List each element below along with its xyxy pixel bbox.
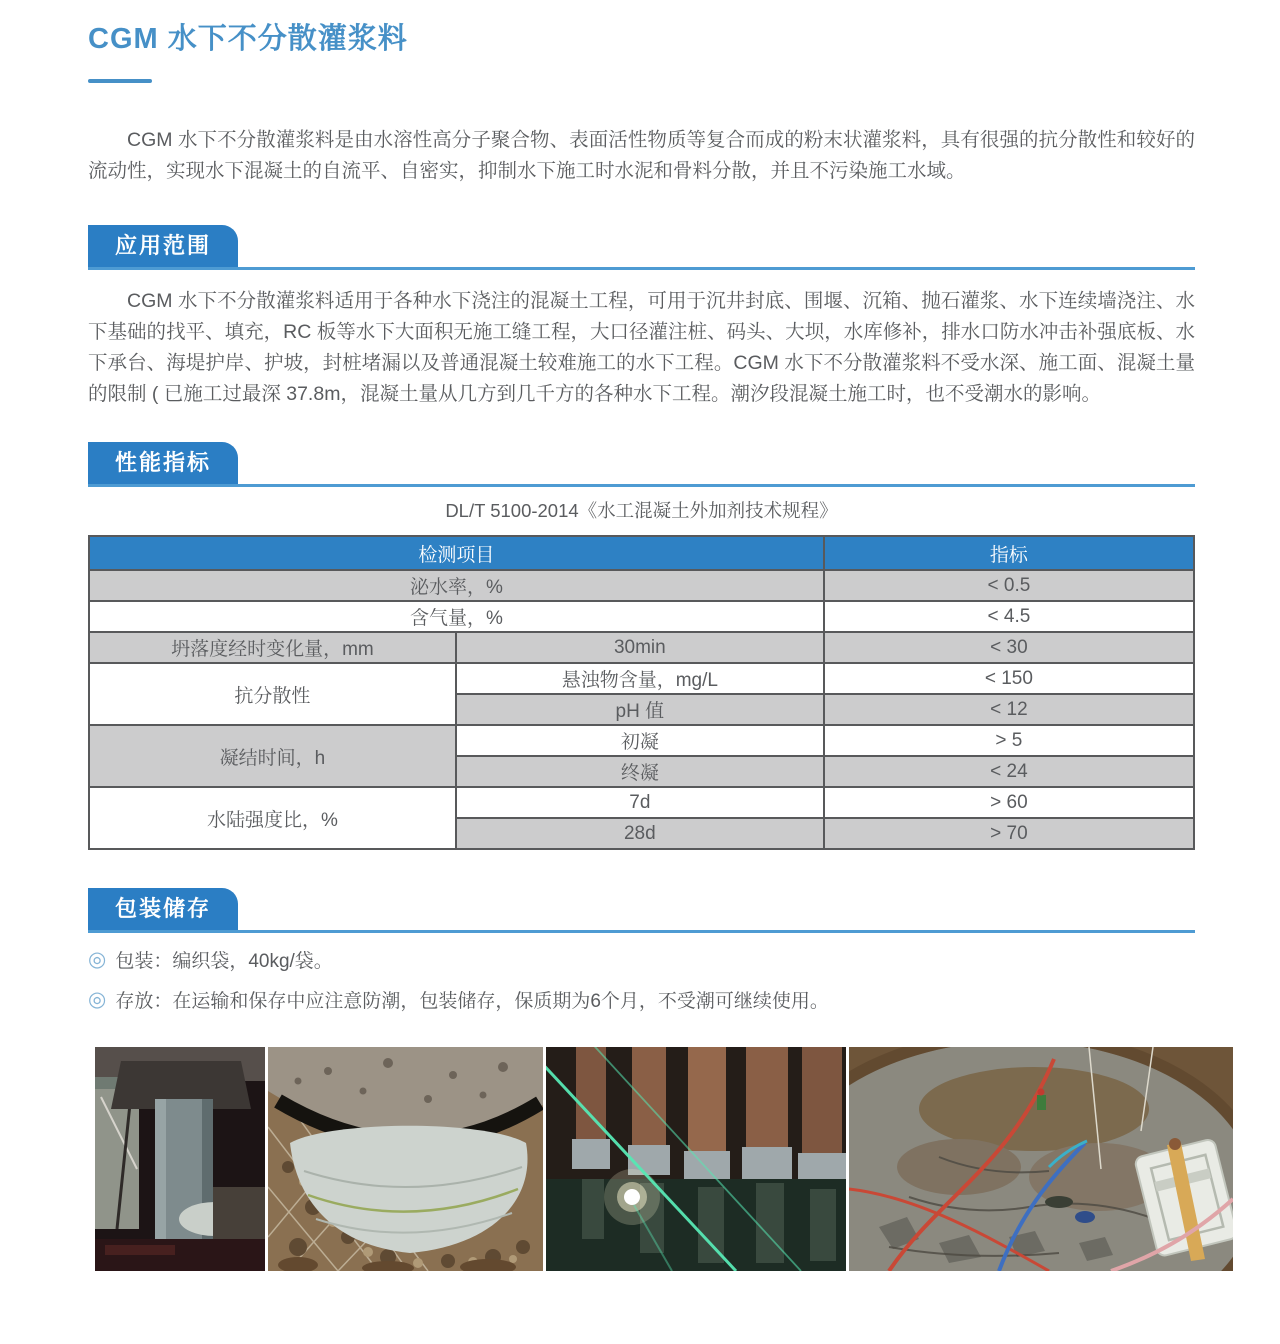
row-value-cell: < 150	[824, 663, 1194, 694]
section-badge-performance: 性能指标	[88, 442, 238, 484]
row-sub-cell: 初凝	[456, 725, 824, 756]
packaging-bullet	[88, 946, 1195, 973]
row-sub-cell: 30min	[456, 632, 824, 663]
double-circle-bullet-icon: ◎	[88, 948, 107, 971]
row-sub-cell: 7d	[456, 787, 824, 818]
row-sub-cell: 悬浊物含量，mg/L	[456, 663, 824, 694]
project-photos-strip	[95, 1047, 1195, 1271]
intro-paragraph: CGM 水下不分散灌浆料是由水溶性高分子聚合物、表面活性物质等复合而成的粉末状灌浆料，具有很强的抗分散性和较好的流动性，实现水下混凝土的自流平、自密实，抑制水下施工时水泥和骨料分散，并且不污染施工水域。	[88, 129, 1195, 182]
double-circle-bullet-icon: ◎	[88, 988, 107, 1011]
row-item-cell: 含气量，%	[89, 601, 824, 632]
row-value-cell: > 70	[824, 818, 1194, 849]
table-row	[89, 725, 1194, 756]
photo-bridge-piers-night-laser	[546, 1047, 846, 1271]
section-badge-application: 应用范围	[88, 225, 238, 267]
header-cell-value: 指标	[824, 536, 1194, 570]
table-row	[89, 787, 1194, 818]
section-header-performance	[88, 442, 1195, 487]
row-item-cell: 泌水率，%	[89, 570, 824, 601]
photo-cofferdam-top-view	[849, 1047, 1233, 1271]
table-header-row	[89, 536, 1194, 570]
standard-reference: DL/T 5100-2014《水工混凝土外加剂技术规程》	[445, 500, 838, 521]
product-datasheet-page	[88, 0, 1195, 1271]
row-item-cell: 抗分散性	[89, 663, 456, 725]
table-row	[89, 632, 1194, 663]
row-item-cell: 凝结时间，h	[89, 725, 456, 787]
row-value-cell: < 12	[824, 694, 1194, 725]
photo-underwater-pier-column	[95, 1047, 265, 1271]
row-value-cell: < 24	[824, 756, 1194, 787]
table-row	[89, 570, 1194, 601]
row-value-cell: < 4.5	[824, 601, 1194, 632]
row-item-cell: 水陆强度比，%	[89, 787, 456, 849]
page-title: CGM 水下不分散灌浆料	[88, 23, 408, 55]
row-sub-cell: 终凝	[456, 756, 824, 787]
row-item-cell: 坍落度经时变化量，mm	[89, 632, 456, 663]
photo-grouted-pile-closeup	[268, 1047, 543, 1271]
row-value-cell: > 5	[824, 725, 1194, 756]
application-paragraph: CGM 水下不分散灌浆料适用于各种水下浇注的混凝土工程，可用于沉井封底、围堰、沉箱、抛石灌浆、水下连续墙浇注、水下基础的找平、填充，RC 板等水下大面积无施工缝工程，大口径灌注桩、码头、大坝，水库修补，排水口防水冲击补强底板、水下承台、海堤护岸、护坡，封桩堵漏以及普通混凝土较难施工的水下工程。CGM 水下不分散灌浆料不受水深、施工面、混凝土量的限制 ( 已施工过最深 37.8m，混凝土量从几方到几千方的各种水下工程。潮汐段混凝土施工时，也不受潮水的影响。	[88, 290, 1195, 405]
row-sub-cell: 28d	[456, 818, 824, 849]
row-value-cell: < 0.5	[824, 570, 1194, 601]
bullet-text: 存放：在运输和保存中应注意防潮，包装储存，保质期为6个月，不受潮可继续使用。	[115, 991, 829, 1012]
section-header-application	[88, 225, 1195, 270]
row-value-cell: > 60	[824, 787, 1194, 818]
header-cell-item: 检测项目	[89, 536, 824, 570]
row-sub-cell: pH 值	[456, 694, 824, 725]
row-value-cell: < 30	[824, 632, 1194, 663]
storage-bullet	[88, 986, 1195, 1013]
section-header-packaging	[88, 888, 1195, 933]
table-row	[89, 663, 1194, 694]
performance-table	[88, 535, 1195, 850]
title-underline	[88, 79, 152, 83]
section-badge-packaging: 包装储存	[88, 888, 238, 930]
bullet-text: 包装：编织袋，40kg/袋。	[115, 951, 333, 972]
table-row	[89, 601, 1194, 632]
